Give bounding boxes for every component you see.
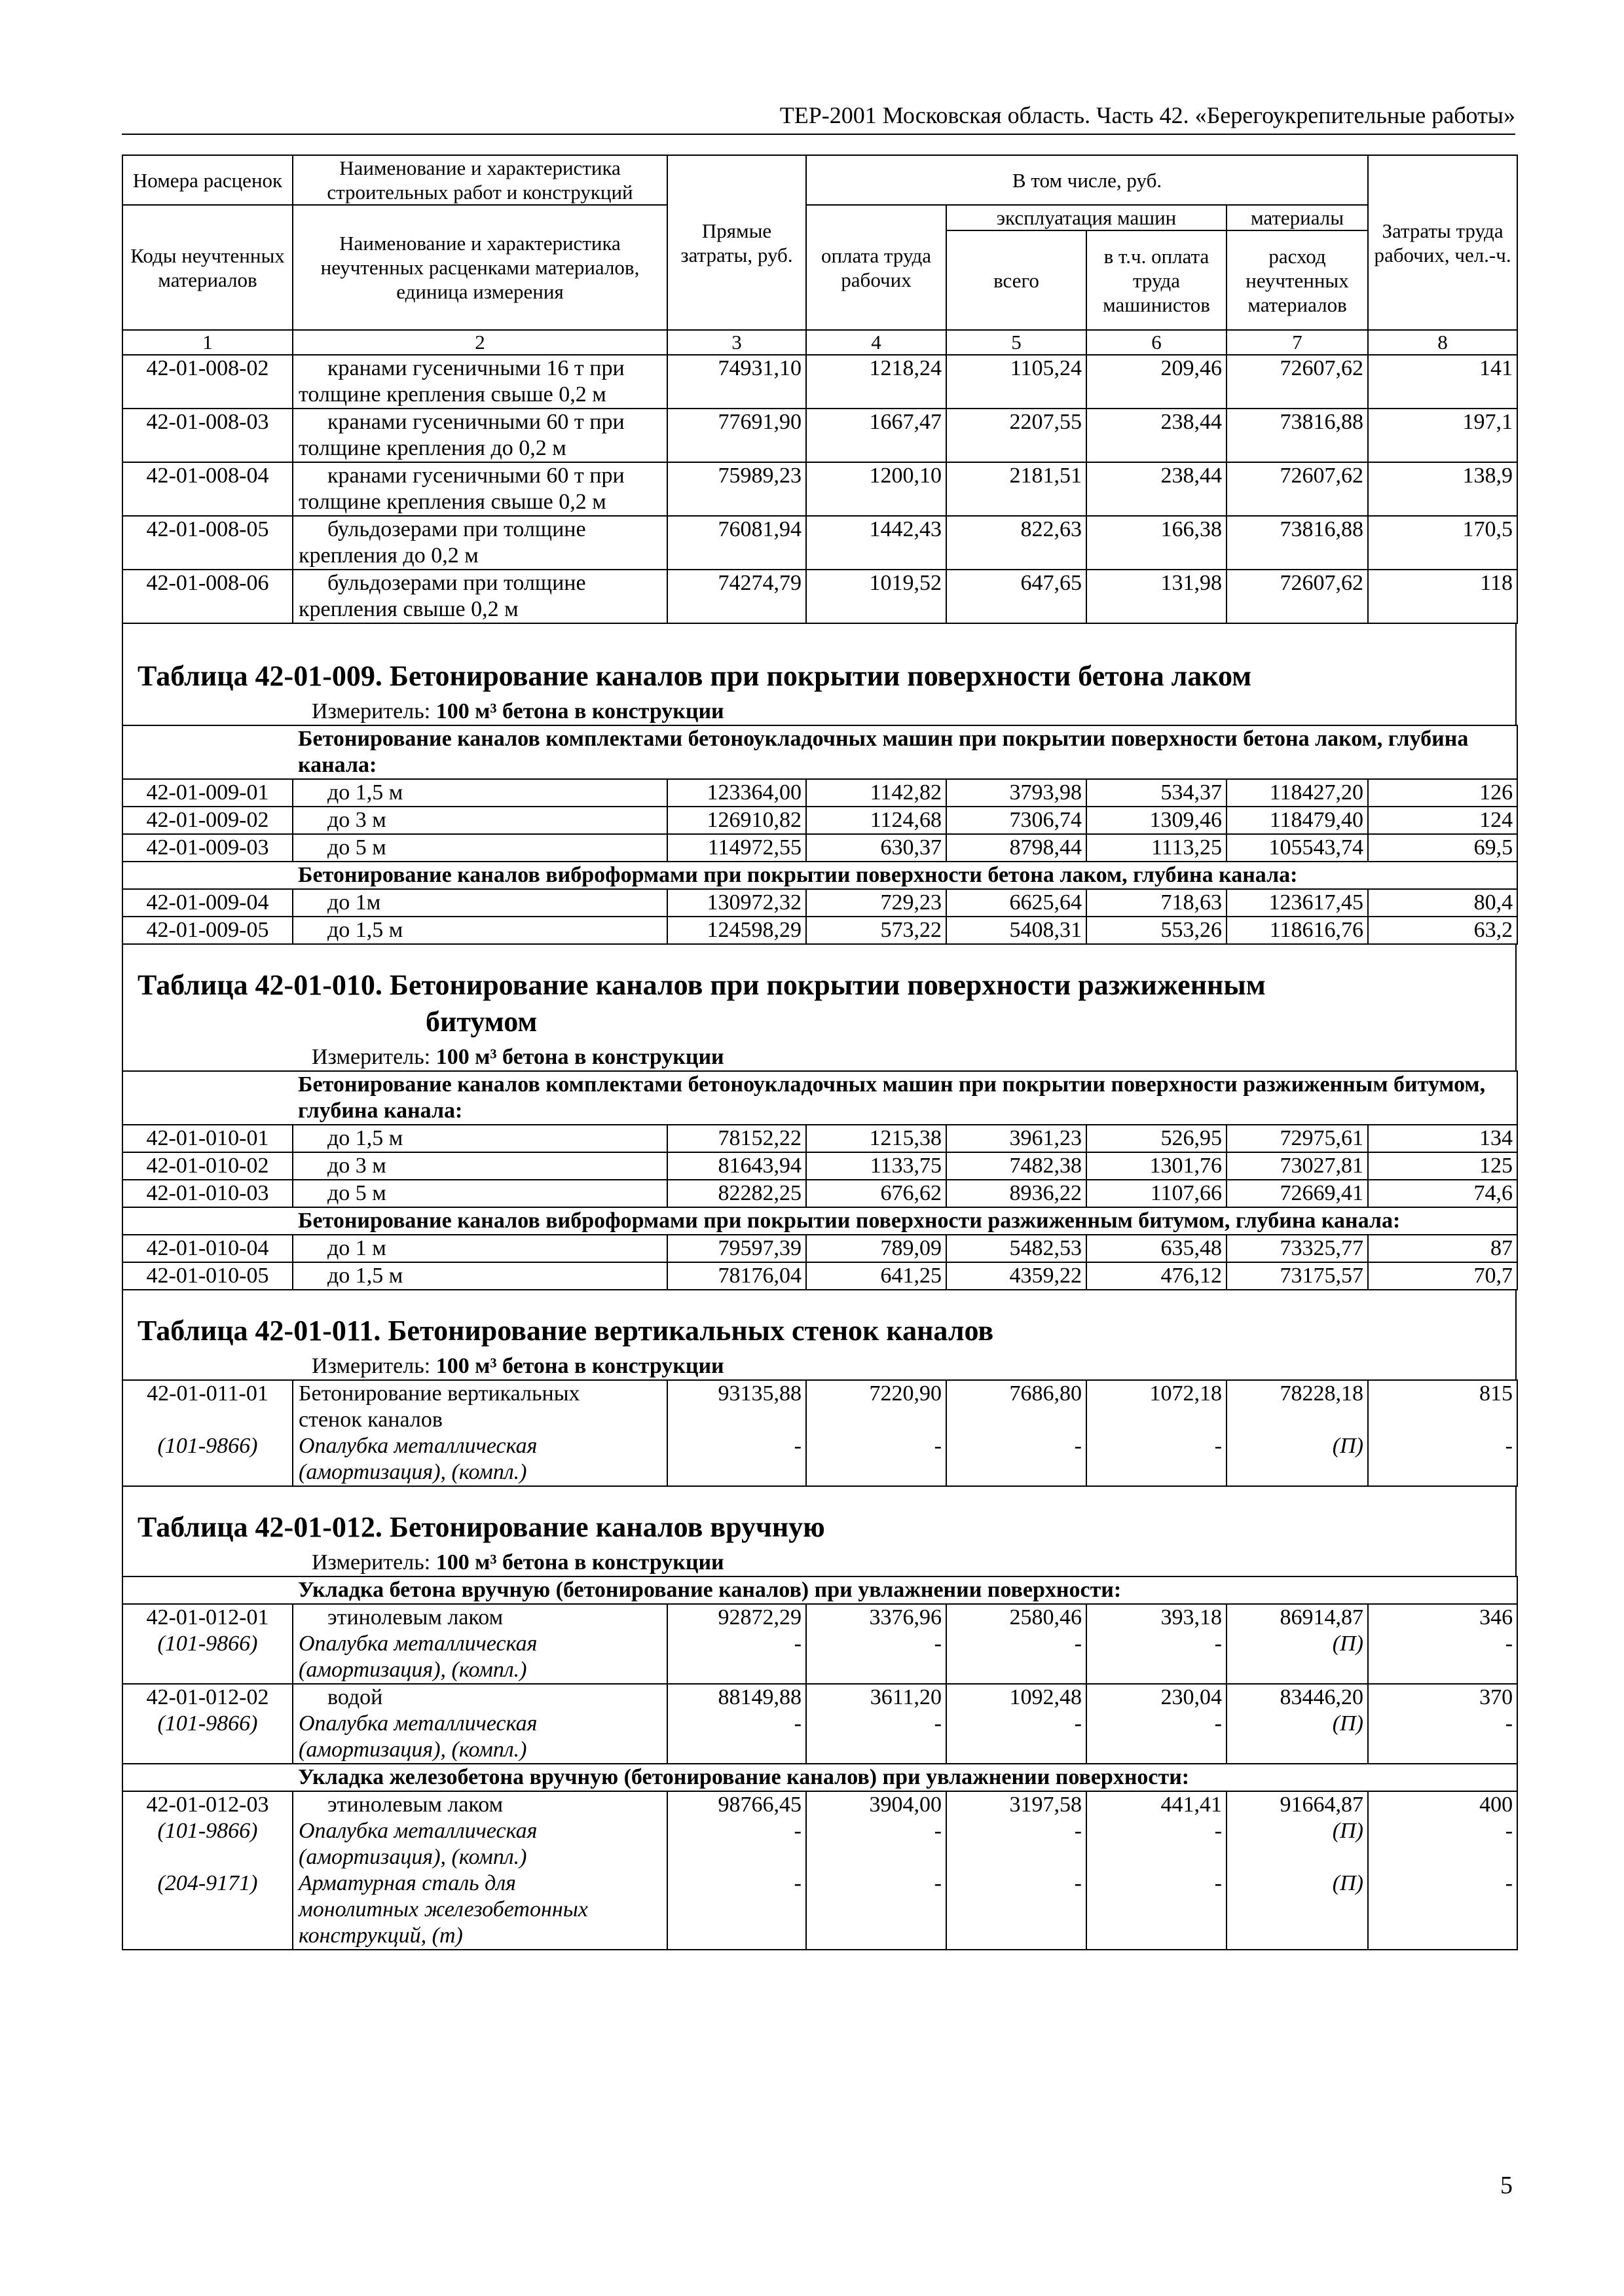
group-row: Укладка железобетона вручную (бетонирование каналов) при увлажнении поверхности: bbox=[122, 1764, 1517, 1791]
group-row: Укладка бетона вручную (бетонирование каналов) при увлажнении поверхности: bbox=[122, 1576, 1517, 1604]
table-row: 42-01-008-05 бульдозерами при толщине крепления до 0,2 м 76081,94 1442,43 822,63 166,38 73816,88 170,5 bbox=[122, 516, 1517, 570]
group-row: Бетонирование каналов комплектами бетоноукладочных машин при покрытии поверхности бетона лаком, глубина канала: bbox=[122, 725, 1517, 779]
rates-table-011 bbox=[122, 1379, 1518, 1487]
table-title: Таблица 42-01-010. Бетонирование каналов при покрытии поверхности разжиженным битумом bbox=[138, 969, 1266, 1038]
table-measure: Измеритель: 100 м³ бетона в конструкции bbox=[312, 1550, 724, 1575]
rates-table-012 bbox=[122, 1576, 1518, 1950]
group-row: Бетонирование каналов виброформами при покрытии поверхности разжиженным битумом, глубина канала: bbox=[122, 1207, 1517, 1235]
table-row: 42-01-010-05 до 1,5 м 78176,04 641,25 4359,22 476,12 73175,57 70,7 bbox=[122, 1262, 1517, 1290]
table-row: 42-01-012-01 (101-9866) этинолевым лаком Опалубка металлическая (амортизация), (компл.) 92872,29 - 3376,96 - 2580,46 - 393,18 - 86914,87 (П) 346 - bbox=[122, 1604, 1517, 1684]
hdr-machines-wages: в т.ч. оплата труда машинистов bbox=[1086, 230, 1227, 330]
group-row: Бетонирование каналов виброформами при покрытии поверхности бетона лаком, глубина канала: bbox=[122, 862, 1517, 889]
col-number: 3 bbox=[667, 330, 806, 355]
running-head: ТЕР-2001 Московская область. Часть 42. «Берегоукрепительные работы» bbox=[122, 97, 1515, 135]
table-row: 42-01-009-01 до 1,5 м 123364,00 1142,82 3793,98 534,37 118427,20 126 bbox=[122, 779, 1517, 807]
rates-table-010 bbox=[122, 1070, 1518, 1290]
table-row: 42-01-011-01 (101-9866) Бетонирование вертикальных стенок каналов Опалубка металлическая (амортизация), (компл.) 93135,88 - 7220,90 - 7686,80 - 1072,18 - 78228,18 (П) 815 - bbox=[122, 1380, 1517, 1486]
hdr-machines-total: всего bbox=[946, 230, 1086, 330]
table-row: 42-01-010-02 до 3 м 81643,94 1133,75 7482,38 1301,76 73027,81 125 bbox=[122, 1152, 1517, 1180]
col-number: 2 bbox=[293, 330, 667, 355]
table-row: 42-01-009-05 до 1,5 м 124598,29 573,22 5408,31 553,26 118616,76 63,2 bbox=[122, 917, 1517, 944]
page-content bbox=[122, 155, 1517, 1950]
col-number: 8 bbox=[1368, 330, 1517, 355]
col-number: 4 bbox=[806, 330, 946, 355]
table-heading-block bbox=[122, 945, 1517, 1070]
table-title: Таблица 42-01-012. Бетонирование каналов вручную bbox=[138, 1511, 825, 1543]
table-heading-block bbox=[122, 1487, 1517, 1576]
table-row: 42-01-008-04 кранами гусеничными 60 т при толщине крепления свыше 0,2 м 75989,23 1200,10 2181,51 238,44 72607,62 138,9 bbox=[122, 462, 1517, 516]
rates-table-008 bbox=[122, 155, 1518, 624]
table-measure: Измеритель: 100 м³ бетона в конструкции bbox=[312, 699, 724, 723]
table-row: 42-01-010-03 до 5 м 82282,25 676,62 8936,22 1107,66 72669,41 74,6 bbox=[122, 1180, 1517, 1207]
hdr-materials-sub: расход неучтенных материалов bbox=[1227, 230, 1368, 330]
table-row: 42-01-009-04 до 1м 130972,32 729,23 6625,64 718,63 123617,45 80,4 bbox=[122, 889, 1517, 917]
hdr-material-names: Наименование и характеристика неучтенных расценками материалов, единица измерения bbox=[293, 205, 667, 330]
col-number: 5 bbox=[946, 330, 1086, 355]
table-heading-block bbox=[122, 1290, 1517, 1379]
table-heading-block bbox=[122, 624, 1517, 725]
table-row: 42-01-009-02 до 3 м 126910,82 1124,68 7306,74 1309,46 118479,40 124 bbox=[122, 807, 1517, 834]
rates-table-009 bbox=[122, 725, 1518, 945]
group-row: Бетонирование каналов комплектами бетоноукладочных машин при покрытии поверхности разжиженным битумом, глубина канала: bbox=[122, 1071, 1517, 1125]
col-number: 7 bbox=[1227, 330, 1368, 355]
table-row: 42-01-012-02 (101-9866) водой Опалубка металлическая (амортизация), (компл.) 88149,88 - 3611,20 - 1092,48 - 230,04 - 83446,20 (П) 370 - bbox=[122, 1684, 1517, 1764]
table-row: 42-01-010-01 до 1,5 м 78152,22 1215,38 3961,23 526,95 72975,61 134 bbox=[122, 1125, 1517, 1152]
hdr-rate-numbers: Номера расценок bbox=[122, 155, 293, 205]
hdr-materials: материалы bbox=[1227, 205, 1368, 230]
col-number: 1 bbox=[122, 330, 293, 355]
hdr-including: В том числе, руб. bbox=[806, 155, 1368, 205]
hdr-material-codes: Коды неучтенных материалов bbox=[122, 205, 293, 330]
table-title: Таблица 42-01-011. Бетонирование вертикальных стенок каналов bbox=[138, 1315, 994, 1347]
hdr-wages: оплата труда рабочих bbox=[806, 205, 946, 330]
table-row: 42-01-008-03 кранами гусеничными 60 т при толщине крепления до 0,2 м 77691,90 1667,47 2207,55 238,44 73816,88 197,1 bbox=[122, 409, 1517, 462]
hdr-labor: Затраты труда рабочих, чел.-ч. bbox=[1368, 155, 1517, 330]
table-row: 42-01-008-06 бульдозерами при толщине крепления свыше 0,2 м 74274,79 1019,52 647,65 131,98 72607,62 118 bbox=[122, 570, 1517, 623]
table-row: 42-01-012-03 (101-9866) (204-9171) этинолевым лаком Опалубка металлическая (амортизация), (компл.) Арматурная сталь для монолитных железобетонных конструкций, (т) 98766,45 - - 3904,00 - - 3197,58 - - 441,41 - - 91664,87 (П) (П) 400 - - bbox=[122, 1791, 1517, 1950]
hdr-machines: эксплуатация машин bbox=[946, 205, 1227, 230]
table-row: 42-01-009-03 до 5 м 114972,55 630,37 8798,44 1113,25 105543,74 69,5 bbox=[122, 834, 1517, 862]
col-number: 6 bbox=[1086, 330, 1227, 355]
hdr-work-name: Наименование и характеристика строительных работ и конструкций bbox=[293, 155, 667, 205]
table-row: 42-01-008-02 кранами гусеничными 16 т при толщине крепления свыше 0,2 м 74931,10 1218,24 1105,24 209,46 72607,62 141 bbox=[122, 355, 1517, 409]
table-title: Таблица 42-01-009. Бетонирование каналов при покрытии поверхности бетона лаком bbox=[138, 660, 1252, 692]
table-measure: Измеритель: 100 м³ бетона в конструкции bbox=[312, 1045, 724, 1069]
hdr-direct-costs: Прямые затраты, руб. bbox=[667, 155, 806, 330]
table-row: 42-01-010-04 до 1 м 79597,39 789,09 5482,53 635,48 73325,77 87 bbox=[122, 1235, 1517, 1262]
table-measure: Измеритель: 100 м³ бетона в конструкции bbox=[312, 1354, 724, 1378]
page-number: 5 bbox=[1500, 2172, 1513, 2199]
